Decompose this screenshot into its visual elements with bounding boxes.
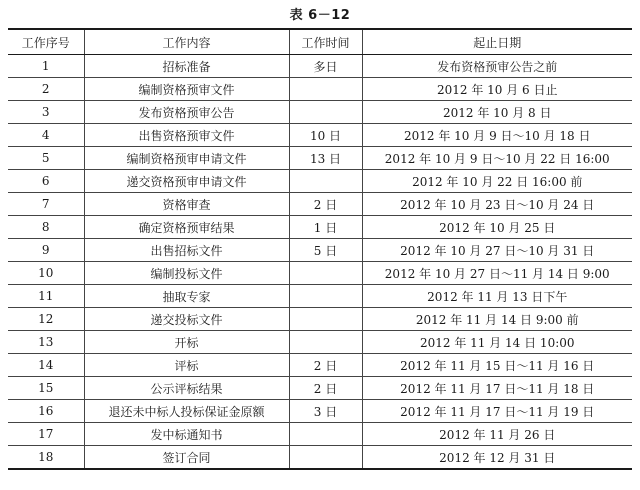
table-row — [8, 308, 632, 331]
cell-time: 1 日 — [289, 216, 362, 239]
cell-no: 17 — [8, 423, 84, 446]
table-row — [8, 285, 632, 308]
cell-content: 出售招标文件 — [84, 239, 289, 262]
cell-time: 多日 — [289, 55, 362, 78]
cell-no: 5 — [8, 147, 84, 170]
cell-time — [289, 446, 362, 470]
cell-content: 发布资格预审公告 — [84, 101, 289, 124]
cell-date: 2012 年 10 月 6 日止 — [362, 78, 632, 101]
cell-date: 2012 年 10 月 22 日 16:00 前 — [362, 170, 632, 193]
cell-content: 签订合同 — [84, 446, 289, 470]
cell-date: 2012 年 11 月 26 日 — [362, 423, 632, 446]
cell-date: 2012 年 11 月 17 日～11 月 19 日 — [362, 400, 632, 423]
cell-time — [289, 423, 362, 446]
cell-no: 8 — [8, 216, 84, 239]
cell-no: 9 — [8, 239, 84, 262]
cell-date: 2012 年 11 月 15 日～11 月 16 日 — [362, 354, 632, 377]
cell-time: 2 日 — [289, 354, 362, 377]
header-cell-content: 工作内容 — [84, 29, 289, 55]
table-row — [8, 331, 632, 354]
cell-date: 发布资格预审公告之前 — [362, 55, 632, 78]
cell-no: 15 — [8, 377, 84, 400]
cell-no: 12 — [8, 308, 84, 331]
cell-time — [289, 285, 362, 308]
table-row — [8, 239, 632, 262]
cell-date: 2012 年 11 月 13 日下午 — [362, 285, 632, 308]
cell-time — [289, 170, 362, 193]
cell-date: 2012 年 10 月 8 日 — [362, 101, 632, 124]
cell-date: 2012 年 11 月 14 日 9:00 前 — [362, 308, 632, 331]
cell-date: 2012 年 10 月 9 日～10 月 22 日 16:00 — [362, 147, 632, 170]
cell-time — [289, 78, 362, 101]
cell-time — [289, 331, 362, 354]
cell-content: 资格审查 — [84, 193, 289, 216]
cell-time: 5 日 — [289, 239, 362, 262]
cell-content: 发中标通知书 — [84, 423, 289, 446]
table-header — [8, 29, 632, 55]
cell-no: 16 — [8, 400, 84, 423]
table-row — [8, 55, 632, 78]
cell-time: 3 日 — [289, 400, 362, 423]
cell-time: 2 日 — [289, 377, 362, 400]
cell-date: 2012 年 10 月 27 日～11 月 14 日 9:00 — [362, 262, 632, 285]
cell-content: 编制资格预审申请文件 — [84, 147, 289, 170]
cell-no: 1 — [8, 55, 84, 78]
cell-time: 2 日 — [289, 193, 362, 216]
table-row — [8, 147, 632, 170]
table-row — [8, 101, 632, 124]
cell-date: 2012 年 12 月 31 日 — [362, 446, 632, 470]
header-cell-no: 工作序号 — [8, 29, 84, 55]
cell-content: 出售资格预审文件 — [84, 124, 289, 147]
table-row — [8, 400, 632, 423]
cell-no: 3 — [8, 101, 84, 124]
cell-no: 13 — [8, 331, 84, 354]
header-cell-date: 起止日期 — [362, 29, 632, 55]
cell-date: 2012 年 10 月 9 日～10 月 18 日 — [362, 124, 632, 147]
cell-no: 18 — [8, 446, 84, 470]
cell-no: 6 — [8, 170, 84, 193]
cell-content: 递交资格预审申请文件 — [84, 170, 289, 193]
table-caption: 表 6－12 — [289, 8, 351, 23]
header-cell-time: 工作时间 — [289, 29, 362, 55]
cell-date: 2012 年 10 月 27 日～10 月 31 日 — [362, 239, 632, 262]
cell-date: 2012 年 11 月 17 日～11 月 18 日 — [362, 377, 632, 400]
table-row — [8, 354, 632, 377]
cell-content: 确定资格预审结果 — [84, 216, 289, 239]
table-row — [8, 124, 632, 147]
cell-date: 2012 年 11 月 14 日 10:00 — [362, 331, 632, 354]
cell-content: 公示评标结果 — [84, 377, 289, 400]
cell-content: 编制资格预审文件 — [84, 78, 289, 101]
table-row — [8, 216, 632, 239]
cell-content: 递交投标文件 — [84, 308, 289, 331]
cell-content: 抽取专家 — [84, 285, 289, 308]
table-row — [8, 193, 632, 216]
cell-time — [289, 308, 362, 331]
cell-content: 编制投标文件 — [84, 262, 289, 285]
cell-no: 10 — [8, 262, 84, 285]
table-row — [8, 377, 632, 400]
cell-time — [289, 262, 362, 285]
cell-no: 7 — [8, 193, 84, 216]
cell-no: 14 — [8, 354, 84, 377]
schedule-table — [8, 28, 632, 470]
cell-time — [289, 101, 362, 124]
cell-content: 评标 — [84, 354, 289, 377]
cell-date: 2012 年 10 月 25 日 — [362, 216, 632, 239]
table-body — [8, 55, 632, 470]
table-row — [8, 446, 632, 470]
cell-content: 招标准备 — [84, 55, 289, 78]
cell-no: 11 — [8, 285, 84, 308]
header-row — [8, 29, 632, 55]
table-row — [8, 423, 632, 446]
cell-content: 退还未中标人投标保证金原额 — [84, 400, 289, 423]
cell-time: 13 日 — [289, 147, 362, 170]
table-row — [8, 262, 632, 285]
cell-content: 开标 — [84, 331, 289, 354]
table-row — [8, 78, 632, 101]
cell-time: 10 日 — [289, 124, 362, 147]
cell-no: 2 — [8, 78, 84, 101]
cell-date: 2012 年 10 月 23 日～10 月 24 日 — [362, 193, 632, 216]
cell-no: 4 — [8, 124, 84, 147]
table-row — [8, 170, 632, 193]
